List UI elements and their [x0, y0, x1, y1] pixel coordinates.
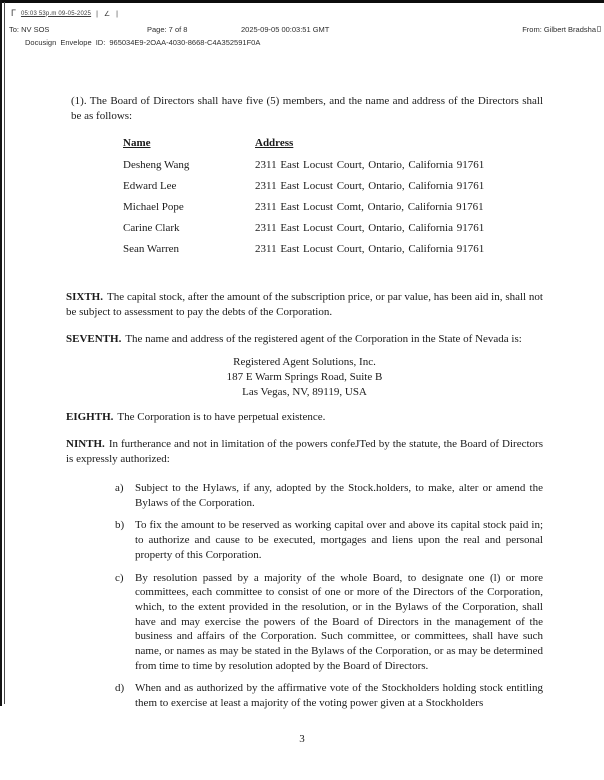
list-item-label: d)	[115, 682, 125, 695]
director-address: 2311 East Locust Court, Ontario, California 91761	[255, 180, 485, 192]
agent-street: 187 E Warm Springs Road, Suite B	[226, 371, 383, 383]
fax-to: To: NV SOS	[9, 25, 50, 34]
article-seventh	[66, 332, 543, 347]
list-item	[115, 481, 543, 510]
table-header-row	[123, 137, 543, 159]
corner-bracket-mark: Γ	[11, 8, 16, 18]
registered-agent-block	[66, 355, 543, 400]
table-row	[123, 180, 543, 201]
article-text: The Corporation is to have perpetual existence.	[117, 411, 326, 423]
fax-timestamp-stamp: 05:03 53p.m 09-05-2025	[20, 10, 92, 17]
scan-left-rule-thick	[0, 0, 2, 706]
director-address: 2311 East Locust Comt, Ontario, California 91761	[255, 201, 484, 213]
intro-paragraph: (1). The Board of Directors shall have five (5) members, and the name and address of the Directors shall be as follows:	[71, 95, 543, 122]
scan-left-rule-thin	[4, 2, 5, 704]
column-header-name: Name	[123, 137, 151, 149]
article-ninth	[66, 437, 543, 467]
article-term: SIXTH.	[66, 291, 103, 303]
director-name: Michael Pope	[123, 201, 184, 213]
director-name: Carine Clark	[123, 222, 180, 234]
cutoff-character-mark	[597, 26, 601, 32]
list-item	[115, 681, 543, 710]
agent-name: Registered Agent Solutions, Inc.	[233, 356, 376, 368]
list-item-text: Subject to the Hylaws, if any, adopted by the Stock.holders, to make, alter or amend the Bylaws of the Corporation.	[135, 482, 543, 509]
fax-from-text: From: Gilbert Bradsha	[522, 25, 596, 34]
document-page	[66, 88, 543, 719]
article-term: NINTH.	[66, 438, 105, 450]
article-text: In furtherance and not in limitation of the powers confeJTed by the statute, the Board of Directors is expressly authorized:	[66, 438, 543, 465]
director-name: Sean Warren	[123, 243, 180, 255]
list-item-text: When and as authorized by the affirmative vote of the Stockholders holding stock entitling them to exercise at least a majority of the voting power given at a Stockholders	[135, 682, 543, 710]
article-term: SEVENTH.	[66, 333, 122, 345]
director-name: Edward Lee	[123, 180, 177, 192]
scan-top-band	[0, 0, 604, 3]
directors-table	[123, 137, 543, 264]
director-address: 2311 East Locust Court, Ontario, California 91761	[255, 222, 485, 234]
article-sixth	[66, 290, 543, 320]
list-item-label: c)	[115, 571, 124, 584]
list-item-label: a)	[115, 482, 124, 494]
list-item	[115, 518, 543, 562]
article-text: The capital stock, after the amount of the subscription price, or par value, has been aid in, shall not be subject to assessment to pay the debts of the Corporation.	[66, 291, 543, 318]
table-row	[123, 159, 543, 180]
list-item-label: b)	[115, 519, 125, 532]
list-item-text: To fix the amount to be reserved as working capital over and above its capital stock paid in; to authorize and cause to be executed, mortgages and liens upon the real and personal property of this Corporation.	[135, 519, 543, 561]
director-name: Desheng Wang	[123, 159, 190, 171]
fax-page-info: Page: 7 of 8	[147, 25, 188, 34]
agent-city: Las Vegas, NV, 89119, USA	[242, 386, 367, 398]
powers-list	[115, 481, 543, 711]
fax-stamp-row	[11, 9, 120, 18]
page-number: 3	[299, 733, 305, 745]
table-row	[123, 243, 543, 264]
list-item-text: By resolution passed by a majority of the whole Board, to designate one (l) or more committees, each committee to consist of one or more of the Directors of the Corporation, which, to the extent provided in the resolution, or in the Bylaws of the Corporation, shall have and may exercise the powers of the Board of Directors in the management of the business and affairs of the Corporation. Such committee, or committees, shall have such name, or names as may be stated in the Bylaws of the Corporation, or as may be determined from time to time by resolution adopted by the Board of Directors.	[135, 571, 543, 672]
scan-tick-marks: | ∠ |	[96, 10, 120, 18]
docusign-envelope-id: Docusign Envelope ID: 965034E9-2OAA-4030-8668-C4A352591F0A	[25, 38, 261, 47]
table-row	[123, 201, 543, 222]
table-row	[123, 222, 543, 243]
article-term: EIGHTH.	[66, 411, 114, 423]
director-address: 2311 East Locust Court, Ontario, California 91761	[255, 159, 485, 171]
column-header-address: Address	[255, 137, 294, 149]
article-text: The name and address of the registered agent of the Corporation in the State of Nevada is:	[125, 333, 522, 345]
fax-from	[522, 25, 601, 34]
article-eighth	[66, 410, 543, 425]
list-item	[115, 571, 543, 674]
fax-datetime: 2025-09-05 00:03:51 GMT	[241, 25, 330, 34]
director-address: 2311 East Locust Court, Ontario, California 91761	[255, 243, 485, 255]
